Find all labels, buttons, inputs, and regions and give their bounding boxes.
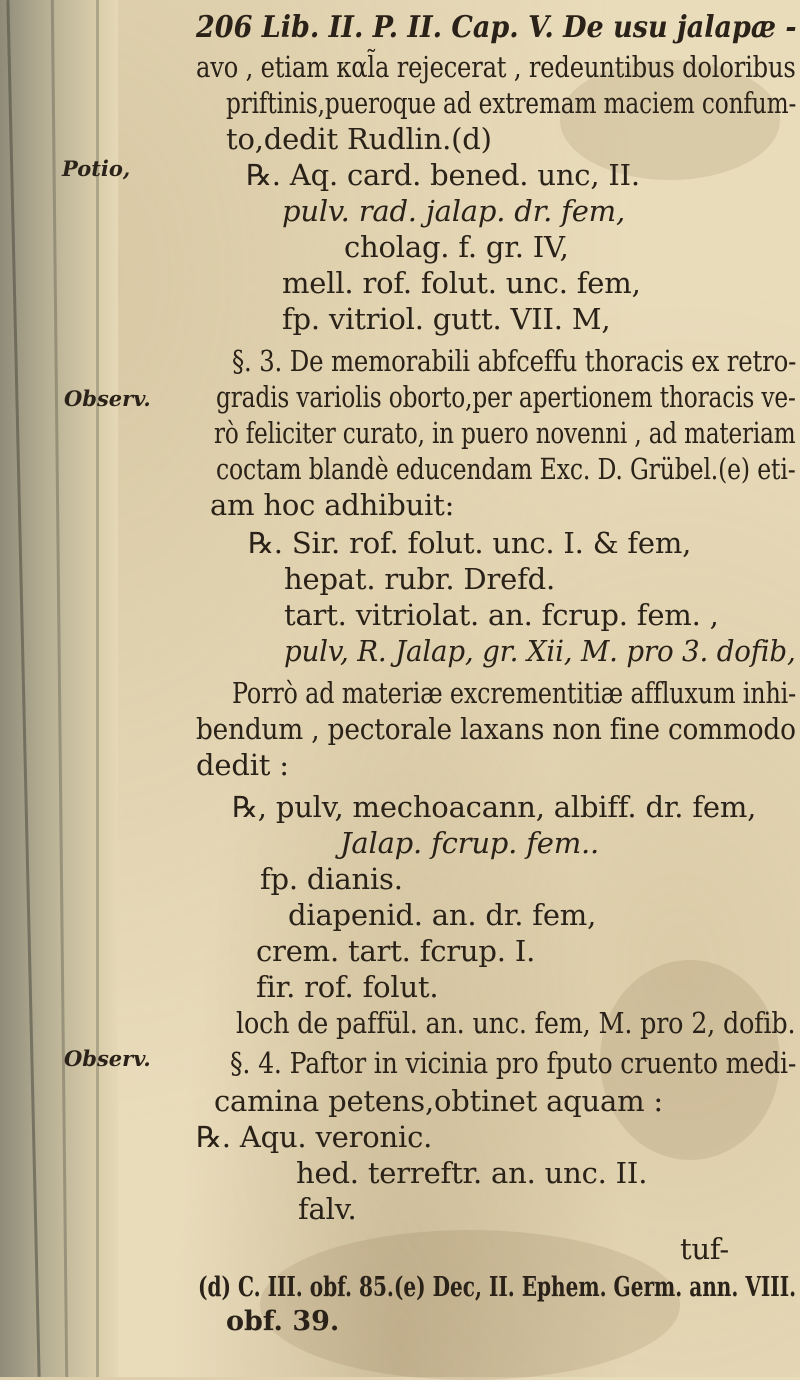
margin-note-observ: Observ. (64, 1046, 151, 1071)
recipe-line: ℞. Aqu. veronic. (196, 1120, 433, 1154)
text-line: coctam blandè educendam Exc. D. Grübel.(e) eti- (216, 452, 796, 486)
recipe-line: fir. rof. folut. (256, 970, 439, 1004)
text-line: to,dedit Rudlin.(d) (226, 122, 492, 156)
margin-note-potio: Potio, (62, 156, 131, 181)
recipe-line: pulv, R. Jalap, gr. Xii, M. pro 3. dofib, (284, 634, 796, 668)
recipe-line: falv. (298, 1192, 357, 1226)
recipe-line: ℞, pulv, mechoacann, albiff. dr. fem, (232, 790, 757, 824)
text-line: bendum , pectorale laxans non fine commodo (196, 712, 796, 746)
recipe-line: loch de paffül. an. unc. fem, M. pro 2, dofib. (236, 1006, 796, 1040)
recipe-line: ℞. Aq. card. bened. unc, II. (246, 158, 640, 192)
gutter-shadow-line (96, 0, 99, 1377)
recipe-line: diapenid. an. dr. fem, (288, 898, 597, 932)
recipe-line: ℞. Sir. rof. folut. unc. I. & fem, (248, 526, 692, 560)
text-line: priftinis,pueroque ad extremam maciem confum- (226, 86, 797, 120)
recipe-line: pulv. rad. jalap. dr. fem, (282, 194, 625, 228)
text-line: avo , etiam καl̃a rejecerat , redeuntibus doloribus (196, 50, 796, 84)
section-heading-line: §. 3. De memorabili abfceffu thoracis ex retro- (232, 344, 797, 378)
catchword: tuf- (680, 1232, 730, 1266)
left-margin-gutter (0, 0, 118, 1377)
recipe-line: hepat. rubr. Drefd. (284, 562, 555, 596)
recipe-line: crem. tart. fcrup. I. (256, 934, 536, 968)
text-line: am hoc adhibuit: (210, 488, 455, 522)
footnote-line: obf. 39. (226, 1306, 340, 1337)
margin-note-observ: Observ. (64, 386, 151, 411)
paper-stain (260, 1230, 680, 1380)
recipe-line: mell. rof. folut. unc. fem, (282, 266, 641, 300)
recipe-line: Jalap. fcrup. fem.. (340, 826, 600, 860)
recipe-line: fp. dianis. (260, 862, 403, 896)
text-line: dedit : (196, 748, 289, 782)
text-line: camina petens,obtinet aquam : (214, 1084, 663, 1118)
running-header: 206 Lib. II. P. II. Cap. V. De usu jalapæ - (196, 10, 797, 45)
section-heading-line: §. 4. Paftor in vicinia pro fputo cruento medi- (230, 1046, 797, 1080)
recipe-line: cholag. f. gr. IV, (344, 230, 569, 264)
gutter-shadow-line (51, 0, 68, 1377)
gutter-shadow-line (6, 0, 40, 1377)
text-line: Porrò ad materiæ excrementitiæ affluxum inhi- (232, 676, 796, 710)
recipe-line: hed. terreftr. an. unc. II. (296, 1156, 648, 1190)
text-line: gradis variolis oborto,per apertionem thoracis ve- (216, 380, 796, 414)
recipe-line: fp. vitriol. gutt. VII. M, (282, 302, 611, 336)
recipe-line: tart. vitriolat. an. fcrup. fem. , (284, 598, 719, 632)
text-line: rò feliciter curato, in puero novenni , ad materiam (214, 416, 796, 450)
footnote-line: (d) C. III. obf. 85.(e) Dec, II. Ephem. Germ. ann. VIII. (198, 1272, 797, 1303)
